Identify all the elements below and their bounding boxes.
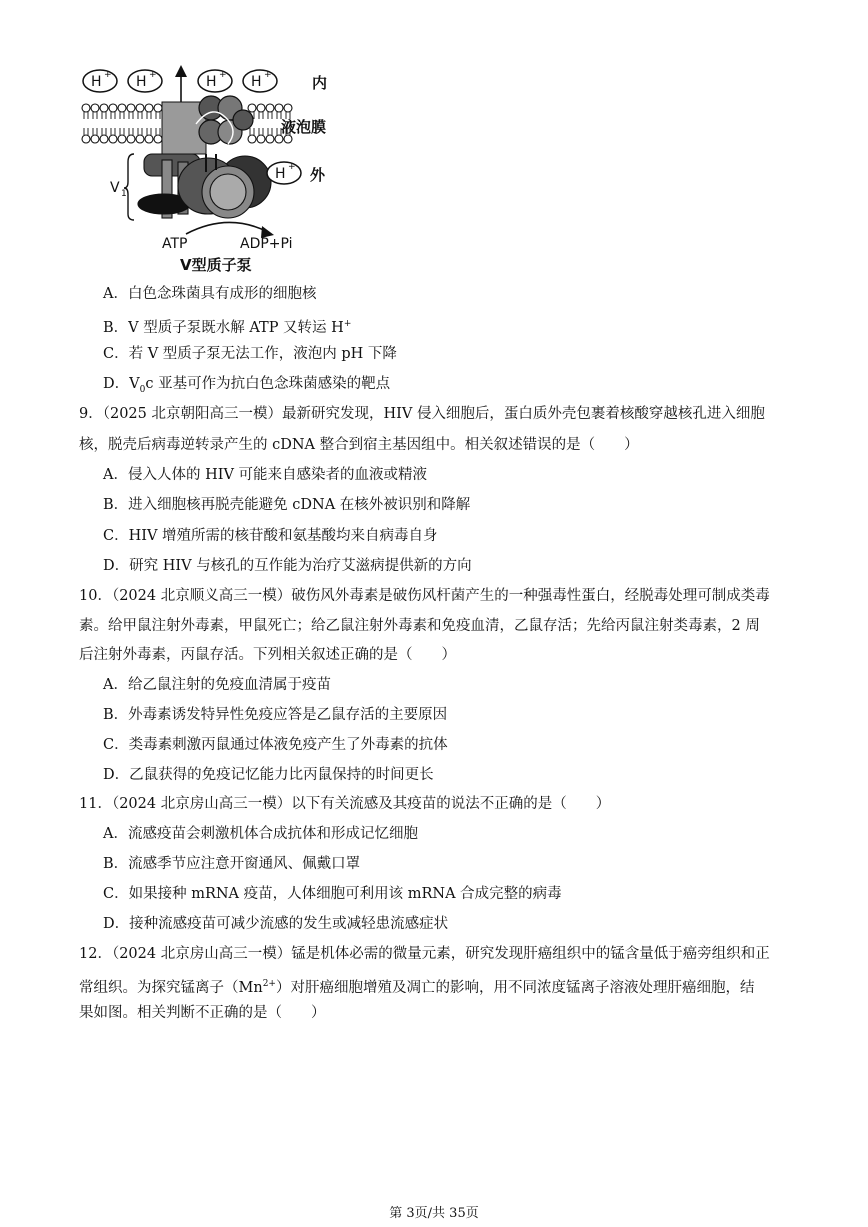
figure-caption: V型质子泵 bbox=[180, 256, 252, 274]
q10-stem-line-3: 后注射外毒素，丙鼠存活。下列相关叙述正确的是（ ） bbox=[79, 647, 456, 663]
q8-option-c: C．若 V 型质子泵无法工作，液泡内 pH 下降 bbox=[103, 346, 397, 362]
svg-text:+: + bbox=[288, 162, 296, 172]
q11-option-b: B．流感季节应注意开窗通风、佩戴口罩 bbox=[103, 856, 361, 872]
q10-option-a: A．给乙鼠注射的免疫血清属于疫苗 bbox=[103, 677, 331, 693]
label-outside: 外 bbox=[310, 166, 326, 184]
label-adp: ADP+Pi bbox=[240, 236, 293, 252]
atp-hydrolysis-arrow bbox=[186, 222, 268, 234]
svg-text:H: H bbox=[136, 74, 147, 90]
label-atp: ATP bbox=[162, 236, 188, 252]
q12-stem-line-3: 果如图。相关判断不正确的是（ ） bbox=[79, 1005, 326, 1021]
label-v1: V bbox=[110, 180, 120, 196]
q10-stem-line-1: 10．（2024 北京顺义高三一模）破伤风外毒素是破伤风杆菌产生的一种强毒性蛋白，经脱毒处理可制成类毒 bbox=[79, 588, 770, 604]
arrow-head-up bbox=[175, 65, 187, 77]
q12-stem-line-2: 常组织。为探究锰离子$(Mn^{2+})$对肝癌细胞增殖及凋亡的影响，用不同浓度锰离子溶液处理肝癌细胞，结 bbox=[79, 979, 755, 996]
q9-option-b: B．进入细胞核再脱壳能避免 cDNA 在核外被识别和降解 bbox=[103, 497, 471, 513]
q9-stem-line-2: 核，脱壳后病毒逆转录产生的 cDNA 整合到宿主基因组中。相关叙述错误的是（ ） bbox=[79, 437, 639, 453]
v1-domain bbox=[138, 154, 271, 218]
q8-option-b: B．V 型质子泵既水解 ATP 又转运 H+ bbox=[103, 319, 352, 336]
q9-option-a: A．侵入人体的 HIV 可能来自感染者的血液或精液 bbox=[103, 467, 428, 483]
rotor-ring bbox=[199, 96, 253, 144]
q11-option-d: D．接种流感疫苗可减少流感的发生或减轻患流感症状 bbox=[103, 916, 449, 932]
h-ion-top-1 bbox=[83, 70, 117, 92]
svg-text:H: H bbox=[91, 74, 102, 90]
q11-stem: 11．（2024 北京房山高三一模）以下有关流感及其疫苗的说法不正确的是（ ） bbox=[79, 796, 611, 812]
svg-text:+: + bbox=[149, 70, 157, 80]
svg-text:+: + bbox=[264, 70, 272, 80]
q8-option-d: D．$V_0c$ 亚基可作为抗白色念珠菌感染的靶点 bbox=[103, 376, 391, 395]
svg-text:+: + bbox=[219, 70, 227, 80]
svg-text:H: H bbox=[206, 74, 217, 90]
v-type-proton-pump-figure bbox=[78, 62, 358, 280]
v1-bracket bbox=[124, 154, 134, 220]
svg-text:1: 1 bbox=[121, 189, 127, 199]
h-ion-top-2 bbox=[128, 70, 162, 92]
label-inside: 内 bbox=[312, 74, 328, 92]
q10-option-b: B．外毒素诱发特异性免疫应答是乙鼠存活的主要原因 bbox=[103, 707, 448, 723]
q10-option-d: D．乙鼠获得的免疫记忆能力比丙鼠保持的时间更长 bbox=[103, 767, 434, 783]
q8-option-a: A．白色念珠菌具有成形的细胞核 bbox=[103, 286, 317, 302]
q10-stem-line-2: 素。给甲鼠注射外毒素，甲鼠死亡；给乙鼠注射外毒素和免疫血清，乙鼠存活；先给丙鼠注射类毒素，2 周 bbox=[79, 618, 760, 634]
q9-stem-line-1: 9．（2025 北京朝阳高三一模）最新研究发现，HIV 侵入细胞后，蛋白质外壳包裹着核酸穿越核孔进入细胞 bbox=[79, 406, 765, 422]
q9-option-d: D．研究 HIV 与核孔的互作能为治疗艾滋病提供新的方向 bbox=[103, 558, 472, 574]
q12-stem-line-1: 12．（2024 北京房山高三一模）锰是机体必需的微量元素，研究发现肝癌组织中的锰含量低于癌旁组织和正 bbox=[79, 946, 770, 962]
q11-option-a: A．流感疫苗会刺激机体合成抗体和形成记忆细胞 bbox=[103, 826, 418, 842]
q10-option-c: C．类毒素刺激丙鼠通过体液免疫产生了外毒素的抗体 bbox=[103, 737, 448, 753]
page-footer: 第 3页/共 35页 bbox=[389, 1206, 479, 1221]
h-ion-top-4 bbox=[243, 70, 277, 92]
svg-text:H: H bbox=[251, 74, 262, 90]
h-ion-top-3 bbox=[198, 70, 232, 92]
q9-option-c: C．HIV 增殖所需的核苷酸和氨基酸均来自病毒自身 bbox=[103, 528, 438, 544]
q11-option-c: C．如果接种 mRNA 疫苗，人体细胞可利用该 mRNA 合成完整的病毒 bbox=[103, 886, 562, 902]
h-ion-outside bbox=[267, 162, 301, 184]
label-membrane: 液泡膜 bbox=[281, 118, 327, 136]
svg-text:+: + bbox=[104, 70, 112, 80]
proton-pump-diagram bbox=[78, 62, 358, 280]
svg-text:H: H bbox=[275, 166, 286, 182]
